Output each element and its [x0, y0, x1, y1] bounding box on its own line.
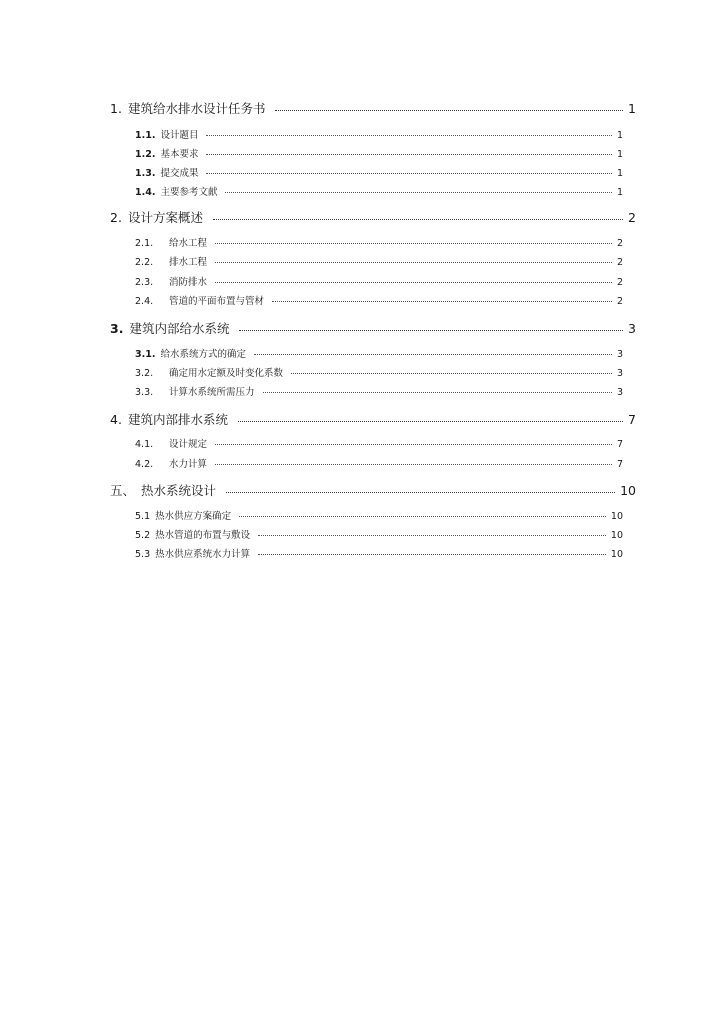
toc-title: 提交成果 — [160, 168, 199, 179]
toc-number: 4. — [110, 412, 122, 427]
toc-entry-1-1[interactable] — [135, 127, 623, 140]
toc-page-number: 10 — [610, 511, 623, 522]
toc-page-number: 2 — [616, 238, 623, 249]
toc-entry-5-3[interactable] — [135, 546, 623, 559]
toc-number: 3.1. — [135, 349, 156, 360]
toc-page-number: 1 — [616, 130, 623, 141]
dot-leader — [258, 554, 606, 555]
toc-page-number: 3 — [616, 387, 623, 398]
dot-leader — [206, 135, 611, 136]
toc-title: 管道的平面布置与管材 — [169, 296, 265, 307]
toc-entry-3-1[interactable] — [135, 346, 623, 359]
dot-leader — [263, 392, 612, 393]
toc-title: 主要参考文献 — [160, 187, 218, 198]
dot-leader — [291, 373, 612, 374]
toc-entry-5-2[interactable] — [135, 527, 623, 540]
dot-leader — [254, 354, 612, 355]
toc-title: 建筑给水排水设计任务书 — [127, 101, 266, 116]
dot-leader — [239, 330, 623, 331]
toc-entry-2-4[interactable] — [135, 293, 623, 306]
toc-title: 基本要求 — [160, 149, 199, 160]
toc-page-number: 2 — [616, 257, 623, 268]
toc-entry-1-2[interactable] — [135, 146, 623, 159]
toc-title: 热水供应方案确定 — [155, 511, 232, 522]
toc-title: 建筑内部排水系统 — [127, 412, 228, 427]
toc-entry-2[interactable] — [110, 208, 636, 224]
toc-page-number: 7 — [616, 439, 623, 450]
toc-entry-2-2[interactable] — [135, 254, 623, 267]
toc-entry-4-1[interactable] — [135, 436, 623, 449]
toc-title: 热水供应系统水力计算 — [155, 549, 251, 560]
toc-title: 消防排水 — [169, 277, 208, 288]
toc-page-number: 3 — [628, 321, 636, 336]
dot-leader — [258, 535, 606, 536]
toc-entry-5[interactable] — [110, 481, 636, 497]
toc-page-number: 3 — [616, 368, 623, 379]
toc-number: 3.3. — [135, 387, 154, 398]
toc-title: 设计题目 — [160, 130, 199, 141]
toc-page-number: 10 — [620, 483, 636, 498]
toc-title: 排水工程 — [169, 257, 208, 268]
toc-number: 1. — [110, 101, 122, 116]
toc-entry-4[interactable] — [110, 410, 636, 426]
toc-entry-2-3[interactable] — [135, 274, 623, 287]
dot-leader — [213, 219, 623, 220]
toc-number: 5.3 — [135, 549, 151, 560]
dot-leader — [215, 282, 612, 283]
toc-entry-1-4[interactable] — [135, 184, 623, 197]
toc-page-number: 3 — [616, 349, 623, 360]
toc-number: 5.2 — [135, 530, 151, 541]
toc-title: 计算水系统所需压力 — [169, 387, 255, 398]
toc-page-number: 2 — [616, 296, 623, 307]
toc-entry-5-1[interactable] — [135, 508, 623, 521]
toc-number: 2.2. — [135, 257, 154, 268]
dot-leader — [215, 444, 612, 445]
toc-number: 1.1. — [135, 130, 156, 141]
toc-title: 设计规定 — [169, 439, 208, 450]
toc-entry-3-2[interactable] — [135, 365, 623, 378]
dot-leader — [275, 110, 623, 111]
toc-number: 1.3. — [135, 168, 156, 179]
toc-number: 五、 — [110, 483, 136, 498]
toc-title: 水力计算 — [169, 459, 208, 470]
toc-number: 2. — [110, 210, 122, 225]
toc-entry-4-2[interactable] — [135, 456, 623, 469]
dot-leader — [206, 173, 611, 174]
toc-page-number: 1 — [616, 187, 623, 198]
dot-leader — [272, 301, 612, 302]
dot-leader — [215, 243, 612, 244]
toc-number: 3. — [110, 321, 124, 336]
toc-page-number: 10 — [610, 530, 623, 541]
dot-leader — [206, 154, 611, 155]
toc-number: 2.1. — [135, 238, 154, 249]
toc-entry-3-3[interactable] — [135, 384, 623, 397]
toc-page-number: 2 — [616, 277, 623, 288]
toc-page-number: 1 — [628, 101, 636, 116]
toc-page-number: 2 — [628, 210, 636, 225]
toc-title: 设计方案概述 — [127, 210, 203, 225]
toc-number: 4.1. — [135, 439, 154, 450]
toc-number: 5.1 — [135, 511, 151, 522]
toc-number: 4.2. — [135, 459, 154, 470]
toc-entry-1-3[interactable] — [135, 165, 623, 178]
toc-entry-3[interactable] — [110, 319, 636, 335]
toc-page-number: 10 — [610, 549, 623, 560]
toc-title: 建筑内部给水系统 — [129, 321, 230, 336]
toc-number: 2.4. — [135, 296, 154, 307]
toc-number: 1.2. — [135, 149, 156, 160]
dot-leader — [225, 192, 611, 193]
dot-leader — [226, 492, 615, 493]
toc-page-number: 7 — [616, 459, 623, 470]
toc-number: 3.2. — [135, 368, 154, 379]
toc-title: 热水管道的布置与敷设 — [155, 530, 251, 541]
toc-page-number: 7 — [628, 412, 636, 427]
toc-number: 1.4. — [135, 187, 156, 198]
toc-page-number: 1 — [616, 168, 623, 179]
toc-title: 热水系统设计 — [141, 483, 217, 498]
toc-page-number: 1 — [616, 149, 623, 160]
dot-leader — [239, 516, 606, 517]
dot-leader — [215, 464, 612, 465]
toc-entry-2-1[interactable] — [135, 235, 623, 248]
toc-title: 给水系统方式的确定 — [160, 349, 246, 360]
dot-leader — [215, 262, 612, 263]
toc-title: 确定用水定额及时变化系数 — [169, 368, 284, 379]
toc-title: 给水工程 — [169, 238, 208, 249]
dot-leader — [238, 421, 623, 422]
toc-number: 2.3. — [135, 277, 154, 288]
toc-entry-1[interactable] — [110, 99, 636, 115]
